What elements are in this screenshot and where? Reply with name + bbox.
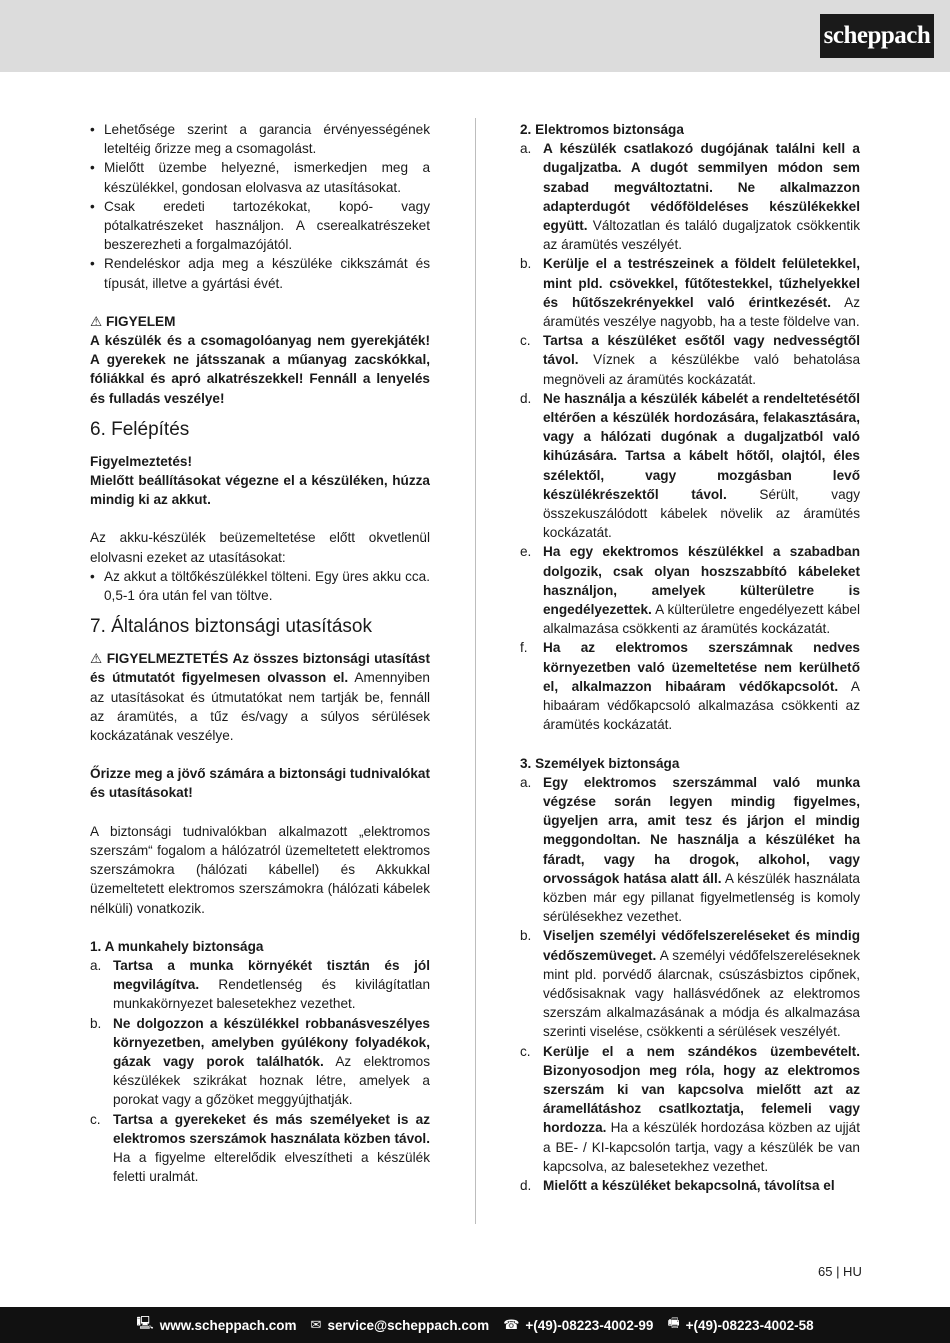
list-item: • Mielőtt üzembe helyezné, ismerkedjen meg a készülékkel, gondosan elolvasva az utasításokat.: [90, 158, 430, 196]
note-label: Figyelmeztetés!: [90, 453, 192, 469]
warning-bold: Az összes biztonsági utasítást és útmutatót figyelmesen olvasson el.: [90, 651, 430, 686]
mail-icon: ✉: [310, 1317, 322, 1332]
list-item: • Rendeléskor adja meg a készüléke cikkszámát és típusát, illetve a gyártási évét.: [90, 254, 430, 292]
bullet-list-top: [90, 120, 430, 293]
monitor-icon: 🖳: [136, 1315, 154, 1330]
attention-heading: [90, 312, 430, 331]
footer-bar: [0, 1307, 950, 1343]
left-column: [90, 120, 430, 1186]
list-item: c. Tartsa a gyerekeket és más személyeket is az elektromos szerszámok használata közben távol. Ha a figyelme elterelődik elveszítheti a készülék feletti uralmát.: [90, 1111, 430, 1185]
fax-number: +(49)-08223-4002-58: [685, 1317, 814, 1333]
footer-email[interactable]: [311, 1317, 490, 1333]
list-item: c. Tartsa a készüléket esőtől vagy nedvességtől távol. Víznek a készülékbe való behatolása megnöveli az áramütés kockázatát.: [520, 333, 861, 387]
page-number: 65 | HU: [818, 1264, 862, 1279]
note-text: Mielőtt beállításokat végezne el a készüléken, húzza mindig ki az akkut.: [90, 473, 430, 508]
footer-phone: [503, 1317, 653, 1333]
header-band: [0, 0, 950, 72]
workplace-title: 1. A munkahely biztonsága: [90, 938, 264, 954]
scheppach-logo: scheppach: [820, 14, 934, 58]
attention-text: A készülék és a csomagolóanyag nem gyerekjáték! A gyerekek ne játsszanak a műanyag zacskókkal, fóliákkal és apró alkatrészekkel! Fennáll a lenyelés és fulladás veszélye!: [90, 333, 430, 406]
personal-title: 3. Személyek biztonsága: [520, 755, 680, 771]
warning-block: [90, 649, 430, 745]
right-column: [520, 120, 860, 1195]
attention-label: FIGYELEM: [105, 313, 176, 329]
definition-text: A biztonsági tudnivalókban alkalmazott „elektromos szerszám“ fogalom a hálózatról üzemeltetett elektromos szerszámokra (hálózati kábellel) és Akkukkal üzemeltetett elektromos szerszámokra (hálózati kábelek nélküli) vonatkozik.: [90, 823, 430, 916]
section-7-title: 7. Általános biztonsági utasítások: [90, 616, 373, 638]
akku-intro: Az akku-készülék beüzemeltetése előtt okvetlenül elolvasni ezeket az utasításokat:: [90, 530, 430, 565]
list-item: • Csak eredeti tartozékokat, kopó- vagy pótalkatrészeket használjon. A cserealkatrészeket beszerezheti a forgalmazójától.: [90, 197, 430, 255]
list-item: d. Mielőtt a készüléket bekapcsolná, távolítsa el: [520, 1177, 835, 1193]
warning-triangle-icon: ⚠: [90, 313, 103, 329]
list-item: • Lehetősége szerint a garancia érvényességének leteltéig őrizze meg a csomagolást.: [90, 120, 430, 158]
list-item: e. Ha egy ekektromos készülékkel a szabadban dolgozik, csak olyan hoszszabbító kábeleket használjon, amelyek külterületre is engedélyezettek. A külterületre engedélyezett kábel alkalmazása csökkenti az áramütés kockázatát.: [520, 544, 860, 637]
phone-number: +(49)-08223-4002-99: [525, 1317, 654, 1333]
warning-text: Amennyiben az utasításokat és útmutatókat nem tartják be, fennáll az áramütés, a tűz és/vagy a súlyos sérülések kockázatának veszélye.: [90, 670, 430, 744]
warning-label: FIGYELMEZTETÉS: [106, 651, 229, 667]
list-item: d. Ne használja a készülék kábelét a rendeltetésétől eltérően a készülék hordozására, felakasztására, vagy a hálózati dugónak a dugaljzatból való kihúzására. Tartsa a kábelt hőtől, olajtól, éles szélektől, vagy mozgásban levő készülékrészektől távol. Sérült, vagy összekuszálódott kábelek növelik az áramütés kockázatát.: [520, 390, 860, 541]
list-item: • Az akkut a töltőkészülékkel tölteni. Egy üres akku cca. 0,5-1 óra után fel van töltve.: [90, 567, 430, 605]
email-link[interactable]: service@scheppach.com: [327, 1317, 490, 1333]
list-item: b. Kerülje el a testrészeinek a földelt felületekkel, mint pld. csövekkel, fűtőtestekkel, tűzhelyekkel és hűtőszekrényekkel való érintkezését. Az áramütés veszélye nagyobb, ha a teste földelve van.: [520, 256, 860, 330]
list-item: f. Ha az elektromos szerszámnak nedves környezetben való üzemeltetése nem kerülhető el, alkalmazzon hibaáram védőkapcsolót. A hibaáram védőkapcsoló alkalmazása csökkenti az áramütés kockázatát.: [520, 640, 860, 733]
list-item: a. A készülék csatlakozó dugójának találni kell a dugaljzatba. A dugót semmilyen módon sem szabad megváltoztatni. Ne alkalmazzon adapterdugót védőföldeléses készülékekkel együtt. Változatlan és találó dugaljzatok csökkentik az áramütés veszélyét.: [520, 141, 860, 253]
electrical-title: 2. Elektromos biztonsága: [520, 122, 684, 137]
website-link[interactable]: www.scheppach.com: [159, 1317, 297, 1333]
warning-triangle-icon: ⚠: [90, 651, 103, 667]
fax-icon: 🖷: [667, 1315, 680, 1330]
keep-instructions: Őrizze meg a jövő számára a biztonsági tudnivalókat és utasításokat!: [90, 766, 430, 801]
footer-website[interactable]: [136, 1314, 296, 1336]
list-item: b. Viseljen személyi védőfelszereléseket és mindig védőszemüveget. A személyi védőfelszereléseknek mint pld. porvédő álarcnak, csúszásbiztos cipőnek, védősisaknak vagy hallásvédőnek az elektromos szerszám alkalmazásának a módja és alkalmazása szerinti viselése, csökkenti a sérülések veszélyét.: [520, 928, 860, 1040]
list-item: a. Egy elektromos szerszámmal való munka végzése során legyen mindig figyelmes, ügyeljen arra, amit tesz és járjon el mindig meggondoltan. Ne használja a készüléket ha fáradt, vagy ha drogok, alkohol, vagy orvosságok hatása alatt áll. A készülék használata közben már egy pillanat figyelmetlenség is komoly sérülésekhez vezethet.: [520, 774, 860, 925]
column-divider: [475, 118, 476, 1224]
section-6-title: 6. Felépítés: [90, 418, 190, 440]
footer-fax: [667, 1314, 813, 1336]
phone-icon: ☎: [503, 1317, 520, 1332]
list-item: a. Tartsa a munka környékét tisztán és jól megvilágítva. Rendetlenség és kivilágítatlan munkakörnyezet balesetekhez vezethet.: [90, 957, 431, 1012]
list-item: c. Kerülje el a nem szándékos üzembevételt. Bizonyosodjon meg róla, hogy az elektromos szerszám ki van kapcsolva mielőtt azt az áramellátáshoz csatlkoztatja, felemeli vagy hordozza. Ha a készülék hordozása közben az ujját a BE- / KI-kapcsolón tartja, vagy a készülék be van kapcsolva, az balesetekhez vezethet.: [520, 1043, 860, 1174]
list-item: b. Ne dolgozzon a készülékkel robbanásveszélyes környezetben, amelyben gyúlékony folyadékok, gázak vagy porok találhatók. Az elektromos készülékek szikrákat hoznak létre, amelyek a porokat vagy a gőzöket meggyújthatják.: [90, 1015, 431, 1108]
